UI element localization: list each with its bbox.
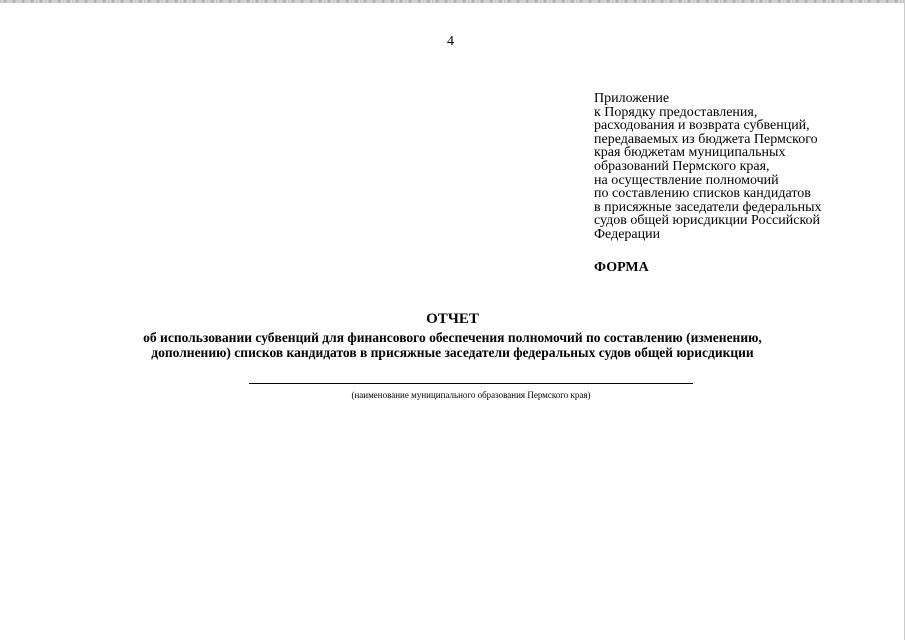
appendix-line: по составлению списков кандидатов bbox=[594, 186, 811, 202]
appendix-line: судов общей юрисдикции Российской bbox=[594, 213, 821, 229]
municipality-caption: (наименование муниципального образования Пермского края) bbox=[351, 390, 591, 400]
report-subtitle bbox=[0, 331, 905, 360]
appendix-line: на осуществление полномочий bbox=[594, 172, 779, 188]
page-number: 4 bbox=[447, 34, 454, 49]
appendix-line: расходования и возврата субвенций, bbox=[594, 118, 810, 134]
report-subtitle-line-1: об использовании субвенций для финансового обеспечения полномочий по составлению (изменению, bbox=[143, 330, 762, 345]
appendix-block bbox=[594, 92, 894, 242]
appendix-line: Федерации bbox=[594, 226, 661, 242]
scan-top-edge bbox=[0, 0, 905, 3]
report-title: ОТЧЕТ bbox=[426, 311, 479, 327]
municipality-fill-line bbox=[249, 383, 693, 384]
appendix-line: передаваемых из бюджета Пермского bbox=[594, 131, 818, 147]
appendix-line: в присяжные заседатели федеральных bbox=[594, 199, 822, 215]
appendix-line: Приложение bbox=[594, 91, 670, 106]
appendix-line: края бюджетам муниципальных bbox=[594, 145, 786, 161]
report-subtitle-line-2: дополнению) списков кандидатов в присяжные заседатели федеральных судов общей юрисдикции bbox=[151, 344, 754, 360]
appendix-line: к Порядку предоставления, bbox=[594, 104, 758, 120]
form-label: ФОРМА bbox=[594, 260, 649, 275]
appendix-line: образований Пермского края, bbox=[594, 158, 770, 174]
